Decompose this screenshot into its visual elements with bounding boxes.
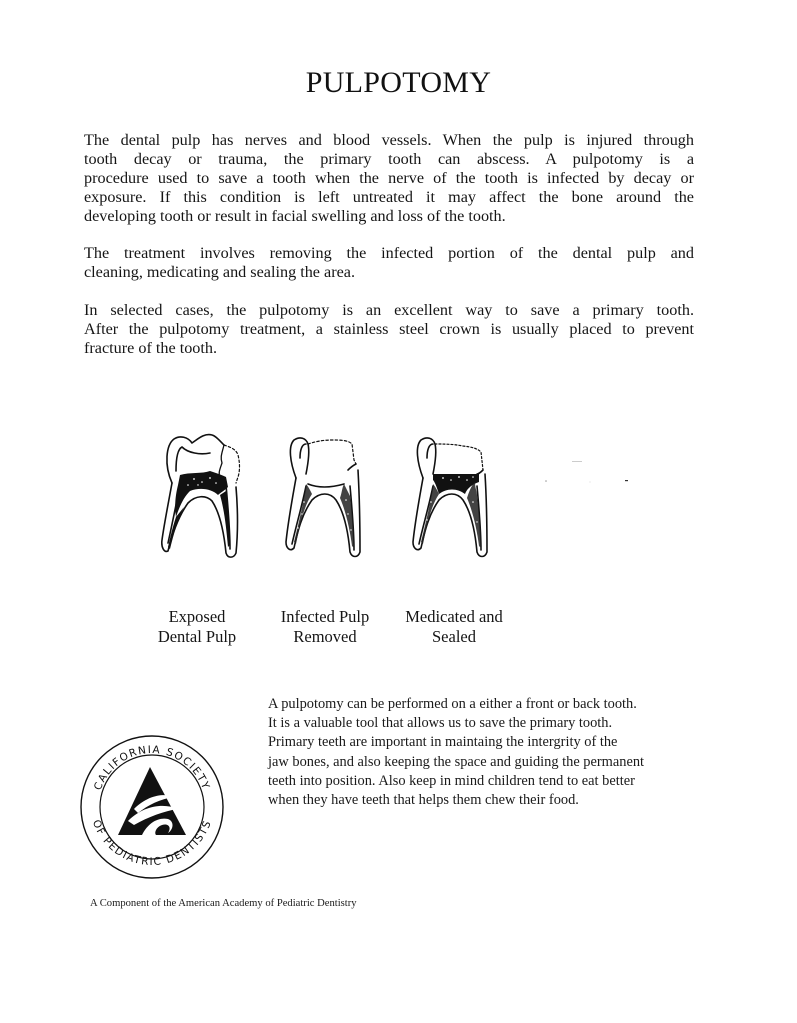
text-line: Primary teeth are important in maintaing the intergrity of the [268,734,618,751]
paragraph-treatment [84,244,694,282]
text-line: tooth decay or trauma, the primary tooth can abscess. A pulpotomy is a [84,150,694,168]
tooth-exposed-pulp-illustration [150,425,250,565]
tooth-pulp-removed-illustration [278,430,368,565]
pulpotomy-note [268,695,698,810]
caption-line: Medicated and [405,607,503,626]
paragraph-selected-cases [84,301,694,358]
logo-bottom-text: OF PEDIATRIC DENTISTS [89,818,215,869]
caption-infected-pulp-removed [255,607,395,647]
text-line: teeth into position. Also keep in mind children tend to eat better [268,772,635,789]
california-society-pediatric-dentists-seal-icon [76,733,228,881]
text-line: A pulpotomy can be performed on a either a front or back tooth. [268,696,637,712]
footer-affiliation: A Component of the American Academy of Pediatric Dentistry [90,898,357,909]
text-line: The treatment involves removing the infected portion of the dental pulp and [84,244,694,262]
caption-line: Exposed [168,607,226,626]
logo-top-text: CALIFORNIA SOCIETY [91,743,213,792]
caption-line: Dental Pulp [157,627,237,646]
caption-line: Infected Pulp [280,607,370,626]
page-title: PULPOTOMY [305,66,492,99]
text-line: when they have teeth that helps them chew their food. [268,792,579,809]
text-line: After the pulpotomy treatment, a stainless steel crown is usually placed to prevent [84,320,694,338]
paragraph-intro [84,131,694,226]
text-line: It is a valuable tool that allows us to save the primary tooth. [268,715,613,732]
tooth-medicated-sealed-illustration [405,430,495,565]
text-line: developing tooth or result in facial swelling and loss of the tooth. [84,207,506,225]
caption-line: Removed [293,627,357,646]
text-line: cleaning, medicating and sealing the area. [84,263,356,281]
scan-specks [540,455,640,495]
caption-exposed-dental-pulp [127,607,267,647]
text-line: exposure. If this condition is left untreated it may affect the bone around the [84,188,694,206]
text-line: The dental pulp has nerves and blood vessels. When the pulp is injured through [84,131,694,149]
text-line: procedure used to save a tooth when the nerve of the tooth is infected by decay or [84,169,694,187]
caption-medicated-and-sealed [384,607,524,647]
text-line: jaw bones, and also keeping the space and guiding the permanent [268,753,645,770]
caption-line: Sealed [432,627,476,646]
text-line: fracture of the tooth. [84,339,218,357]
text-line: In selected cases, the pulpotomy is an excellent way to save a primary tooth. [84,301,694,319]
